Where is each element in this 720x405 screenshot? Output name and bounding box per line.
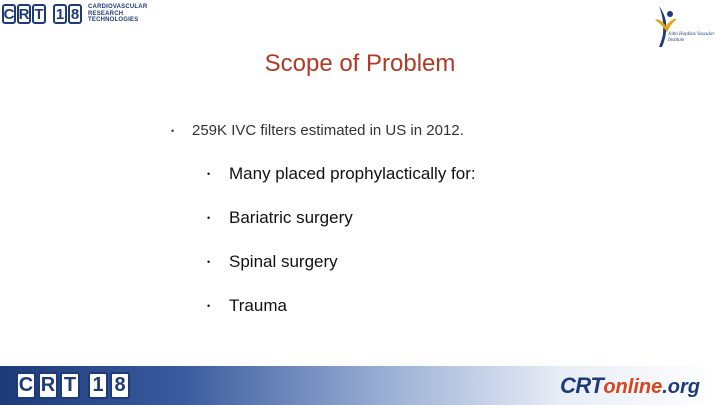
crtonline-logo-part: .org <box>662 376 700 398</box>
bullet-icon: • <box>207 213 211 223</box>
logo-letter: C <box>16 372 36 399</box>
crtonline-logo <box>560 373 700 399</box>
bullet-icon: • <box>207 257 211 267</box>
logo-subtitle <box>88 4 147 24</box>
crtonline-logo-part: CRT <box>560 373 604 398</box>
partner-logo <box>650 4 714 48</box>
crtonline-logo-part: online <box>603 376 663 398</box>
footer-bar <box>0 366 720 405</box>
slide-title: Scope of Problem <box>264 50 456 77</box>
bullet-icon: • <box>207 169 211 179</box>
logo-letter: T <box>60 372 80 399</box>
logo-letter: 1 <box>53 4 67 24</box>
logo-letter: R <box>38 372 58 399</box>
bullet-icon: • <box>171 126 175 136</box>
bullet-text: 259K IVC filters estimated in US in 2012. <box>192 122 464 139</box>
sub-bullet-text: Trauma <box>229 296 287 315</box>
sub-bullet-text: Many placed prophylactically for: <box>229 164 476 183</box>
bullet-icon: • <box>207 301 211 311</box>
logo-subtitle-line: CARDIOVASCULAR <box>88 4 148 11</box>
logo-subtitle-line: RESEARCH <box>88 10 124 17</box>
logo-letter: C <box>3 5 15 23</box>
sub-bullet-text: Spinal surgery <box>229 252 338 271</box>
logo-subtitle-line: TECHNOLOGIES <box>88 17 139 24</box>
logo-letter: 8 <box>68 4 82 24</box>
logo-letter: 8 <box>110 372 130 399</box>
logo-letter: R <box>18 5 30 23</box>
partner-logo-text: John Hopkins Vascular Institute <box>668 32 715 43</box>
crt18-logo <box>2 2 147 26</box>
crt18-footer-logo <box>16 372 132 399</box>
sub-bullet-text: Bariatric surgery <box>229 208 353 227</box>
logo-letter: 1 <box>88 372 108 399</box>
logo-letter: T <box>32 4 46 24</box>
